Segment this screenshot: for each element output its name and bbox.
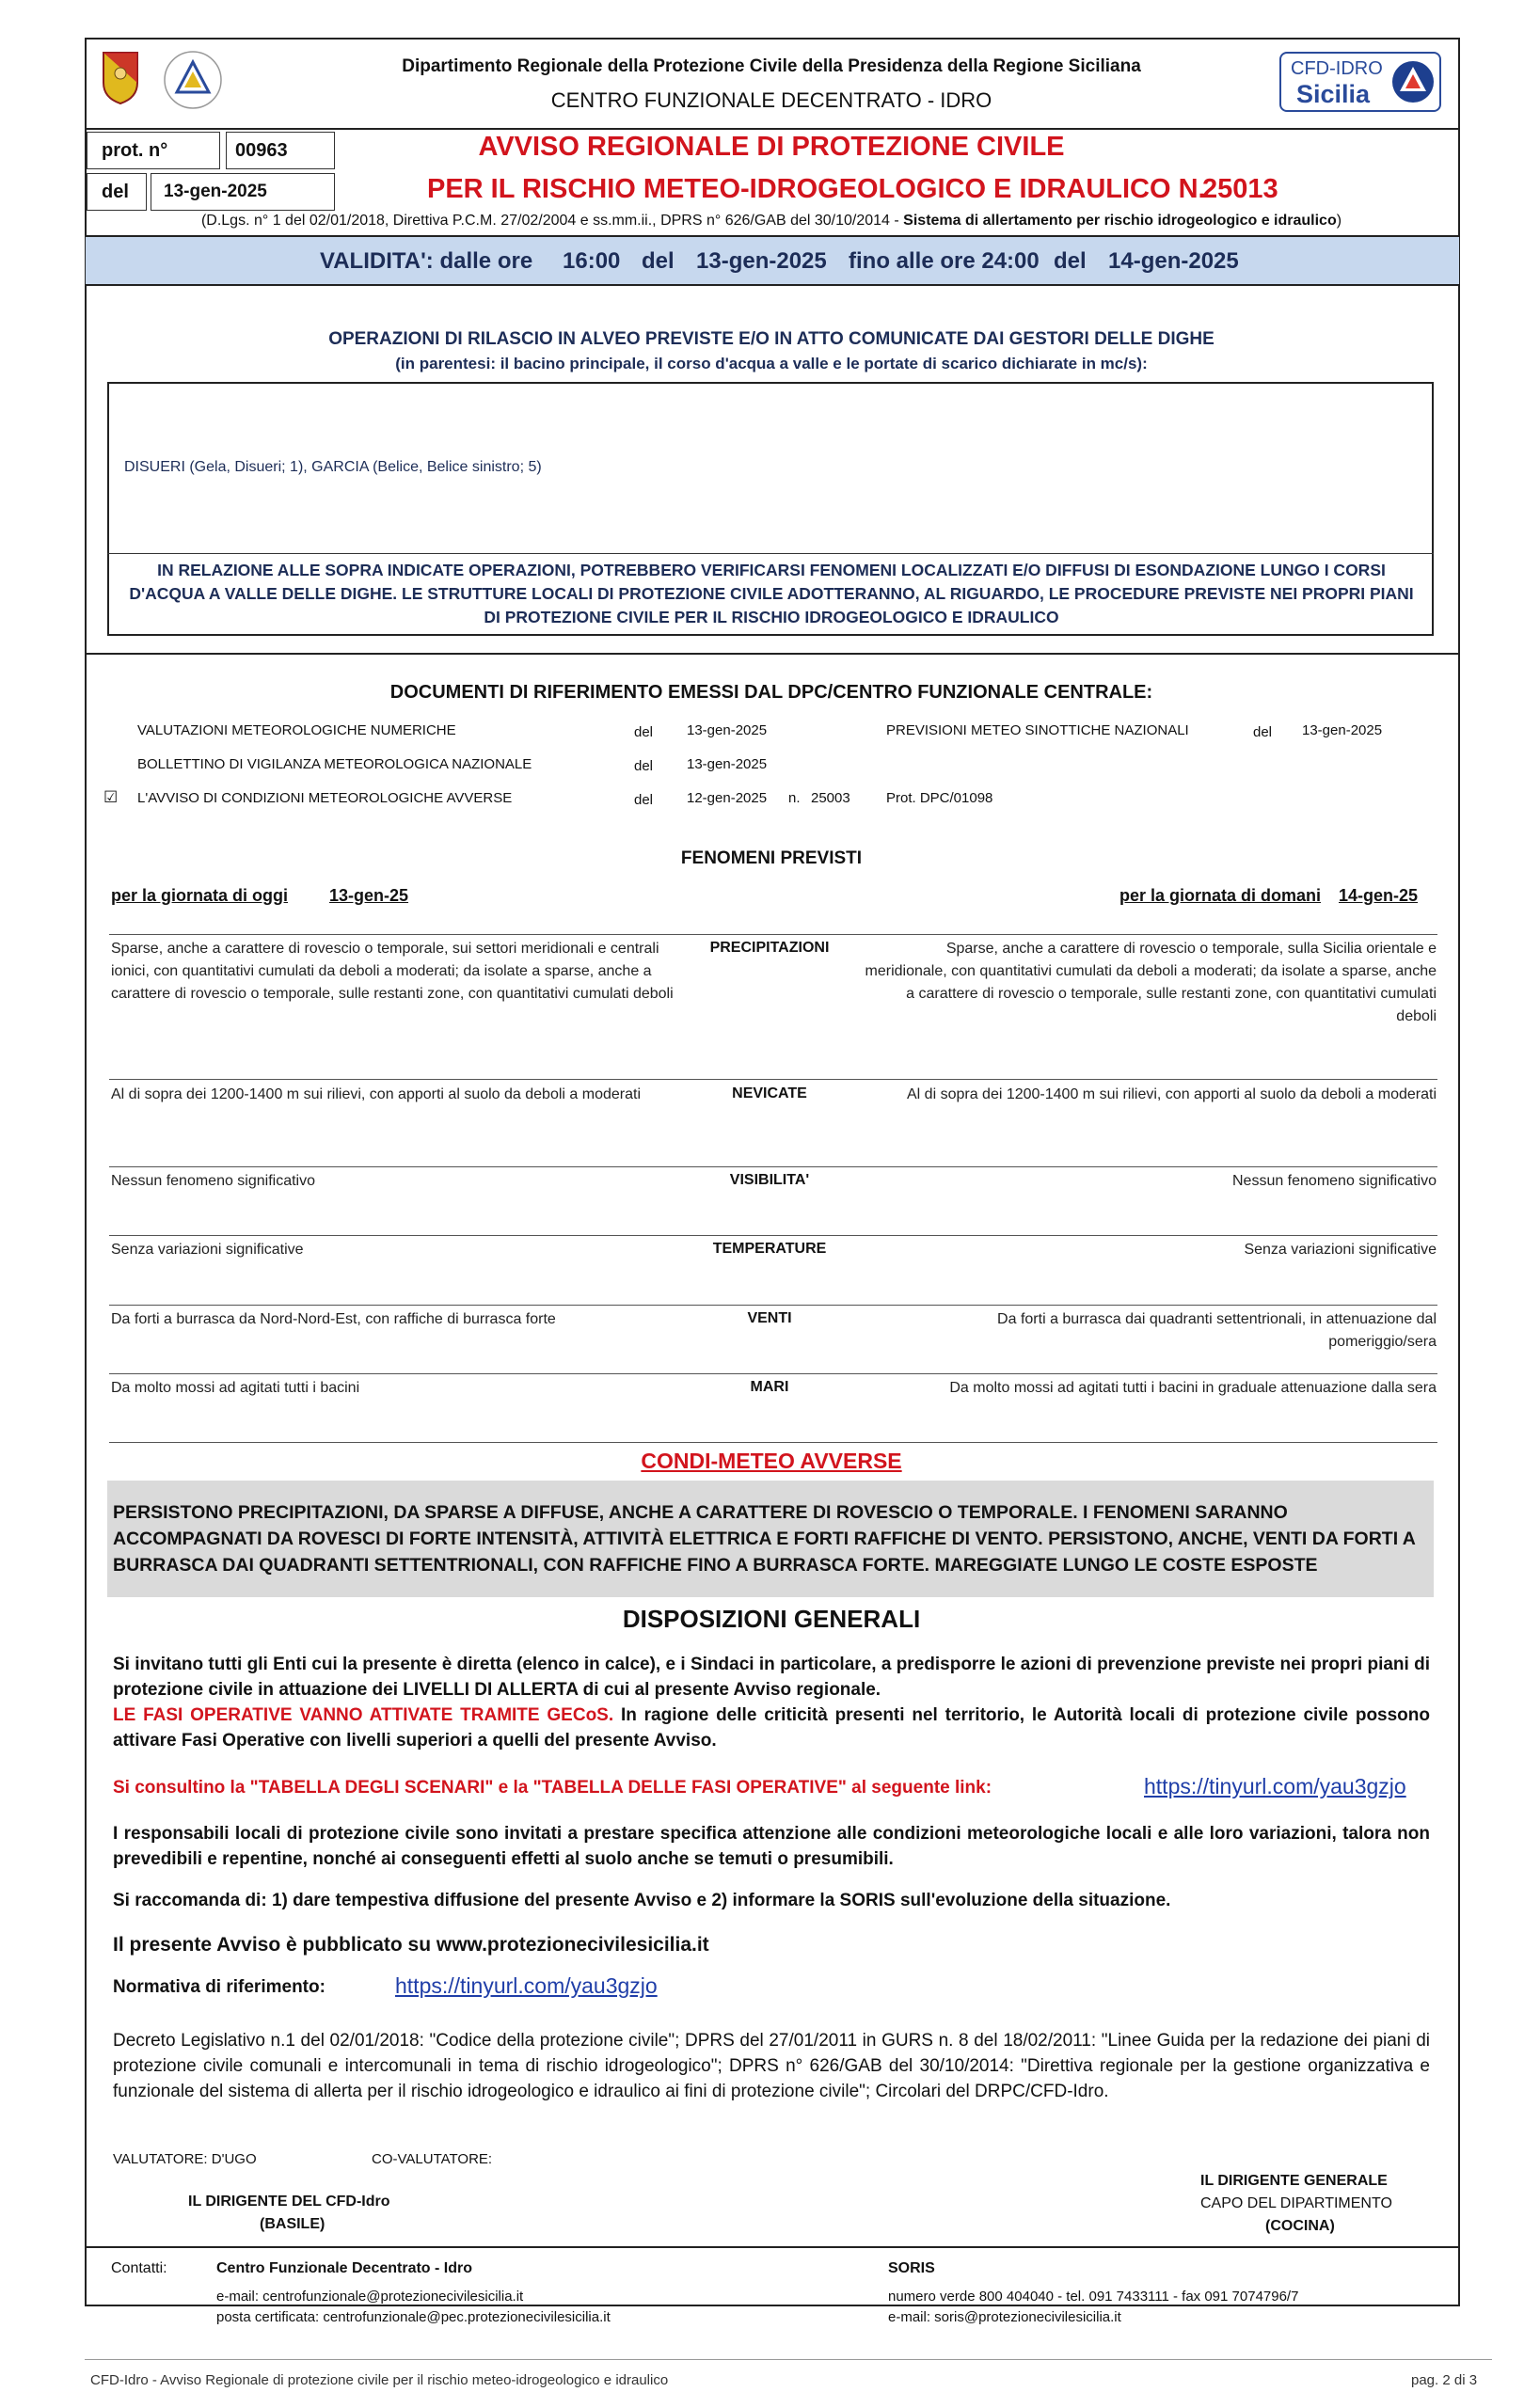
documents-title: DOCUMENTI DI RIFERIMENTO EMESSI DAL DPC/CENTRO FUNZIONALE CENTRALE: (389, 682, 1153, 703)
footer-left: CFD-Idro - Avviso Regionale di protezione civile per il rischio meteo-idrogeologico e idraulico (90, 2372, 669, 2388)
tabella-scenari-link[interactable]: https://tinyurl.com/yau3gzjo (1144, 1774, 1406, 1798)
phen-snow-tomorrow: Al di sopra dei 1200-1400 m sui rilievi, con apporti al suolo da deboli a moderati (907, 1086, 1437, 1102)
phen-row-separator (109, 934, 1437, 935)
phen-snow-today: Al di sopra dei 1200-1400 m sui rilievi, con apporti al suolo da deboli a moderati (111, 1086, 641, 1102)
tabella-scenari-notice: Si consultino la "TABELLA DEGLI SCENARI" e la "TABELLA DELLE FASI OPERATIVE" al seguente link: (113, 1778, 992, 1798)
footer-page-number: pag. 2 di 3 (1411, 2372, 1478, 2388)
prot-value: 00963 (235, 140, 288, 161)
phen-precip-today: Sparse, anche a carattere di rovescio o temporale, sui settori meridionali e centrali ionici, con quantitativi cumulati da deboli a moderati; da isolate a sparse, anche a carattere di rovescio o temporale, sulle restanti zone, con quantitativi cumulati deboli (111, 941, 674, 1002)
capo-dipartimento: CAPO DEL DIPARTIMENTO (1200, 2195, 1392, 2211)
cfd-contact-pec: posta certificata: centrofunzionale@pec.protezionecivilesicilia.it (216, 2309, 611, 2325)
phen-sea-today: Da molto mossi ad agitati tutti i bacini (111, 1380, 360, 1396)
cfd-logo-text-top: CFD-IDRO (1291, 58, 1383, 79)
cfd-emblem-icon (1390, 59, 1436, 104)
legal-reference-bold: Sistema di allertamento per rischio idrogeologico e idraulico (903, 213, 1337, 229)
phen-precip-label: PRECIPITAZIONI (709, 940, 830, 956)
doc-row-3-date: 12-gen-2025 (687, 790, 768, 806)
validity-del-2: del (1054, 248, 1087, 274)
cfd-idro-sicilia-logo (1279, 52, 1441, 112)
phen-visibility-today: Nessun fenomeno significativo (111, 1173, 316, 1189)
avviso-title-line1: AVVISO REGIONALE DI PROTEZIONE CIVILE (478, 132, 1065, 162)
avviso-title-line2: PER IL RISCHIO METEO-IDROGEOLOGICO E IDRAULICO N. (427, 174, 1206, 204)
prot-label: prot. n° (102, 140, 168, 161)
phen-snow-label: NEVICATE (732, 1085, 807, 1101)
soris-phone: numero verde 800 404040 - tel. 091 7433111 - fax 091 7074796/7 (888, 2289, 1299, 2305)
footer-divider (85, 2359, 1492, 2360)
disposizioni-p7: Decreto Legislativo n.1 del 02/01/2018: "Codice della protezione civile"; DPRS del 27/01/2011 in GURS n. 8 del 18/02/2011: "Linee Guida per la redazione dei piani di protezione civile comunali e intercomunali in tema di rischio idrogeologico"; DPRS n° 626/GAB del 30/10/2014: "Direttiva regionale per la gestione organizzativa e funzionale del sistema di allerta per il rischio idrogeologico e idraulico ai fini di protezione civile"; Circolari del DRPC/CFD-Idro. (113, 2031, 1430, 2101)
fasi-operative-notice: LE FASI OPERATIVE VANNO ATTIVATE TRAMITE GECoS. (113, 1705, 614, 1725)
dirigente-generale-name: (COCINA) (1265, 2218, 1335, 2234)
validity-label: VALIDITA': dalle ore (320, 248, 533, 274)
soris-title: SORIS (888, 2260, 935, 2276)
phen-row-separator (109, 1079, 1437, 1080)
phenomena-title: FENOMENI PREVISTI (680, 848, 863, 868)
validity-until: fino alle ore 24:00 (849, 248, 1040, 274)
disposizioni-p2 (113, 1703, 1430, 1753)
legal-reference-plain: (D.Lgs. n° 1 del 02/01/2018, Direttiva P.C.M. 27/02/2004 e ss.mm.ii., DPRS n° 626/GAB del 30/10/2014 - (200, 213, 904, 229)
phen-row-separator (109, 1166, 1437, 1167)
phen-row-separator (109, 1305, 1437, 1306)
doc-right-del: del (1253, 724, 1273, 740)
doc-right-date: 13-gen-2025 (1302, 722, 1383, 738)
doc-row-3-n-value: 25003 (811, 790, 850, 806)
doc-row-3-name: L'AVVISO DI CONDIZIONI METEOROLOGICHE AVVERSE (137, 790, 513, 806)
phen-precip-tomorrow: Sparse, anche a carattere di rovescio o temporale, sulla Sicilia orientale e meridionale, con quantitativi cumulati da deboli a moderati; da isolate a sparse, anche a carattere di rovescio o temporale, sulle restanti zone, con quantitativi cumulati deboli (865, 941, 1437, 1024)
header-divider (85, 128, 1460, 130)
doc-row-3-checkbox[interactable]: ☑ (103, 788, 119, 806)
documents-divider (85, 653, 1460, 655)
validity-from-date: 13-gen-2025 (696, 248, 827, 274)
contacts-label: Contatti: (111, 2260, 167, 2276)
phen-temp-today: Senza variazioni significative (111, 1242, 304, 1258)
doc-row-3-del: del (634, 792, 654, 808)
disposizioni-title: DISPOSIZIONI GENERALI (622, 1605, 921, 1633)
today-label: per la giornata di oggi (111, 886, 289, 905)
phen-row-separator (109, 1442, 1437, 1443)
dirigente-cfd-name: (BASILE) (260, 2216, 325, 2232)
soris-email: e-mail: soris@protezionecivilesicilia.it (888, 2309, 1121, 2325)
today-date: 13-gen-25 (329, 886, 409, 905)
tomorrow-date: 14-gen-25 (1339, 886, 1419, 905)
phen-temp-tomorrow: Senza variazioni significative (1244, 1242, 1437, 1258)
dams-title: OPERAZIONI DI RILASCIO IN ALVEO PREVISTE E/O IN ATTO COMUNICATE DAI GESTORI DELLE DIGHE (328, 329, 1215, 349)
doc-row-2-name: BOLLETTINO DI VIGILANZA METEOROLOGICA NAZIONALE (137, 756, 532, 772)
disposizioni-p4: I responsabili locali di protezione civile sono invitati a prestare specifica attenzione alle condizioni meteorologiche locali e alle loro variazioni, talora non prevedibili e repentine, nonché ai conseguenti effetti al suolo anche se temuti o presumibili. (113, 1824, 1430, 1869)
doc-row-3-prot: Prot. DPC/01098 (886, 790, 993, 806)
doc-right-name: PREVISIONI METEO SINOTTICHE NAZIONALI (886, 722, 1189, 738)
doc-row-1-date: 13-gen-2025 (687, 722, 768, 738)
publication-notice: Il presente Avviso è pubblicato su www.protezionecivilesicilia.it (113, 1934, 709, 1956)
dams-subtitle: (in parentesi: il bacino principale, il corso d'acqua a valle e le portate di scarico dichiarate in mc/s): (395, 355, 1148, 372)
dams-warning: IN RELAZIONE ALLE SOPRA INDICATE OPERAZIONI, POTREBBERO VERIFICARSI FENOMENI LOCALIZZATI E/O DIFFUSI DI ESONDAZIONE LUNGO I CORSI D'ACQUA A VALLE DELLE DIGHE. LE STRUTTURE LOCALI DI PROTEZIONE CIVILE ADOTTERANNO, AL RIGUARDO, LE PROCEDURE PREVISTE NEI PROPRI PIANI DI PROTEZIONE CIVILE PER IL RISCHIO IDROGEOLOGICO E IDRAULICO (129, 561, 1414, 626)
condi-meteo-text: PERSISTONO PRECIPITAZIONI, DA SPARSE A DIFFUSE, ANCHE A CARATTERE DI ROVESCIO O TEMPORALE. I FENOMENI SARANNO ACCOMPAGNATI DA ROVESCI DI FORTE INTENSITÀ, ATTIVITÀ ELETTRICA E FORTI RAFFICHE DI VENTO. PERSISTONO, ANCHE, VENTI DA FORTI A BURRASCA DAI QUADRANTI SETTENTRIONALI, CON RAFFICHE FINO A BURRASCA FORTE. MAREGGIATE LUNGO LE COSTE ESPOSTE (113, 1502, 1416, 1576)
disposizioni-p5: Si raccomanda di: 1) dare tempestiva diffusione del presente Avviso e 2) informare la SORIS sull'evoluzione della situazione. (113, 1891, 1171, 1910)
dams-list: DISUERI (Gela, Disueri; 1), GARCIA (Belice, Belice sinistro; 5) (124, 459, 542, 475)
validity-del-1: del (642, 248, 675, 274)
del-label: del (102, 182, 129, 202)
doc-row-2-del: del (634, 758, 654, 774)
doc-row-1-del: del (634, 724, 654, 740)
disposizioni-p1: Si invitano tutti gli Enti cui la presente è diretta (elenco in calce), e i Sindaci in particolare, a predisporre le azioni di prevenzione previste nei propri piani di protezione civile in attuazione dei LIVELLI DI ALLERTA di cui al presente Avviso regionale. (113, 1655, 1430, 1700)
doc-row-1-name: VALUTAZIONI METEOROLOGICHE NUMERICHE (137, 722, 456, 738)
fasi-operative-rest: In ragione delle criticità presenti nel territorio, le Autorità locali di protezione civile possono attivare Fasi Operative con livelli superiori a quelli del presente Avviso. (113, 1705, 1430, 1751)
contacts-divider (85, 2246, 1460, 2248)
phen-wind-label: VENTI (747, 1310, 792, 1326)
phen-sea-label: MARI (750, 1379, 789, 1395)
normativa-link[interactable]: https://tinyurl.com/yau3gzjo (395, 1973, 658, 1998)
del-value: 13-gen-2025 (164, 182, 267, 201)
normativa-label: Normativa di riferimento: (113, 1977, 325, 1997)
department-name: Dipartimento Regionale della Protezione Civile della Presidenza della Regione Siciliana (402, 56, 1141, 76)
doc-row-2-date: 13-gen-2025 (687, 756, 768, 772)
phen-visibility-label: VISIBILITA' (729, 1172, 810, 1188)
cfd-logo-text-bottom: Sicilia (1296, 80, 1371, 108)
phen-wind-today: Da forti a burrasca da Nord-Nord-Est, con raffiche di burrasca forte (111, 1311, 556, 1327)
condi-meteo-title: CONDI-METEO AVVERSE (641, 1449, 902, 1473)
phen-row-separator (109, 1235, 1437, 1236)
validity-to-date: 14-gen-2025 (1108, 248, 1239, 274)
validity-from-hour: 16:00 (563, 248, 621, 274)
phen-sea-tomorrow: Da molto mossi ad agitati tutti i bacini in graduale attenuazione dalla sera (949, 1380, 1437, 1396)
tomorrow-label: per la giornata di domani (1119, 886, 1322, 905)
legal-reference (179, 213, 1364, 230)
cfd-contact-email: e-mail: centrofunzionale@protezionecivilesicilia.it (216, 2289, 524, 2305)
centre-name: CENTRO FUNZIONALE DECENTRATO - IDRO (550, 88, 992, 112)
avviso-number: 25013 (1202, 174, 1278, 204)
valutatore: VALUTATORE: D'UGO (113, 2151, 257, 2167)
dirigente-generale: IL DIRIGENTE GENERALE (1200, 2173, 1388, 2189)
phen-row-separator (109, 1373, 1437, 1374)
phen-wind-tomorrow: Da forti a burrasca dai quadranti settentrionali, in attenuazione dal pomeriggio/sera (997, 1311, 1437, 1350)
sicily-coat-of-arms-logo (102, 51, 139, 105)
phen-visibility-tomorrow: Nessun fenomeno significativo (1231, 1173, 1437, 1189)
phen-temp-label: TEMPERATURE (712, 1241, 827, 1257)
dirigente-cfd: IL DIRIGENTE DEL CFD-Idro (188, 2194, 390, 2210)
dams-warning-divider (107, 553, 1434, 554)
doc-row-3-n-label: n. (788, 790, 801, 806)
co-valutatore: CO-VALUTATORE: (372, 2151, 493, 2167)
protezione-civile-logo (162, 49, 224, 111)
cfd-contact-title: Centro Funzionale Decentrato - Idro (216, 2260, 473, 2276)
legal-reference-end: ) (1336, 213, 1342, 229)
